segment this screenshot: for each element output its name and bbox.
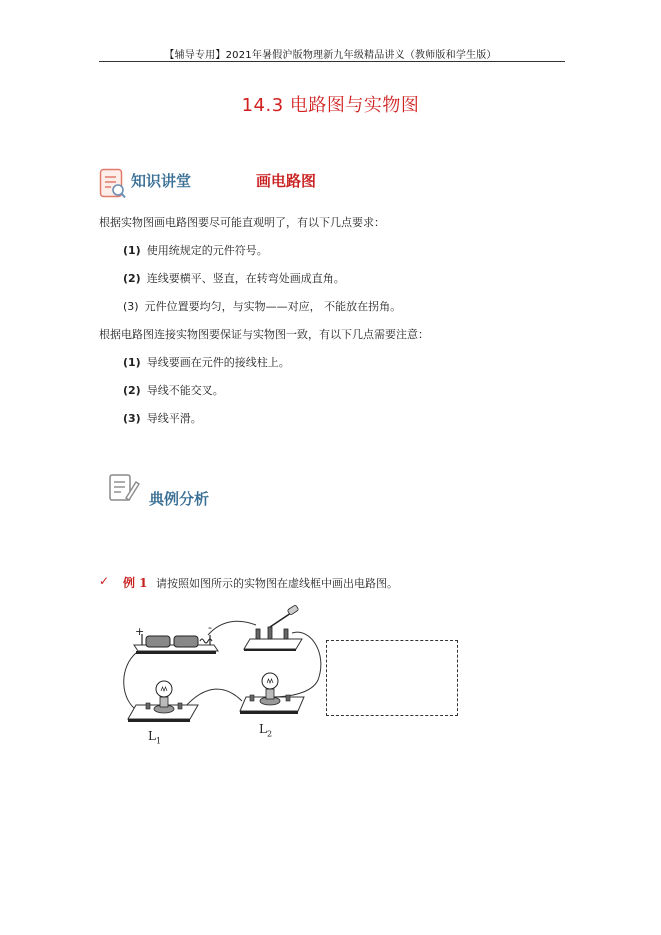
- list-item: [123, 354, 290, 370]
- list-item-text: 导线平滑。: [146, 412, 202, 425]
- circuit-figure: [122, 605, 322, 740]
- page-title: 14.3 电路图与实物图: [241, 95, 420, 116]
- lamp-l1-label: $L_1$: [148, 729, 162, 746]
- list-item-number: (2): [123, 384, 141, 397]
- list-item-text: 导线要画在元件的接线柱上。: [146, 356, 290, 369]
- plus-sign: +: [135, 625, 145, 638]
- list-item: [123, 410, 202, 426]
- intro-paragraph-1: 根据实物图画电路图要尽可能直观明了，有以下几点要求：: [99, 216, 385, 229]
- list-item-text: 使用统规定的元件符号。: [146, 244, 268, 257]
- list-item: [123, 270, 345, 286]
- minus-sign: -: [208, 621, 212, 634]
- list-item-number: (1): [123, 356, 141, 369]
- section-label-examples: 典例分析: [149, 490, 210, 508]
- notepad-pencil-icon: [108, 472, 140, 504]
- section-label-knowledge: 知识讲堂: [131, 172, 192, 190]
- list-item-number: (2): [123, 272, 141, 285]
- example-label: 例 1: [123, 576, 148, 590]
- answer-dashed-box: [326, 640, 458, 716]
- example-text: 请按照如图所示的实物图在虚线框中画出电路图。: [156, 577, 398, 590]
- lamp-l2-label: $L_2$: [259, 722, 273, 739]
- checkmark-icon: ✓: [99, 574, 110, 588]
- section-subtitle: 画电路图: [256, 172, 317, 190]
- header-divider: [99, 61, 565, 62]
- list-item-number: (3): [123, 300, 139, 313]
- list-item-text: 连线要横平、竖直，在转弯处画成直角。: [146, 272, 345, 285]
- list-item: [123, 298, 401, 314]
- intro-paragraph-2: 根据电路图连接实物图要保证与实物图一致，有以下几点需要注意：: [99, 328, 429, 341]
- list-item-number: (3): [123, 412, 141, 425]
- list-item-text: 元件位置要均匀，与实物——对应， 不能放在拐角。: [144, 300, 402, 313]
- lecture-icon: [99, 168, 127, 200]
- list-item: [123, 242, 268, 258]
- page-header: 【辅导专用】2021年暑假沪版物理新九年级精品讲义（教师版和学生版）: [164, 50, 497, 61]
- list-item-number: (1): [123, 244, 141, 257]
- list-item-text: 导线不能交叉。: [146, 384, 224, 397]
- list-item: [123, 382, 224, 398]
